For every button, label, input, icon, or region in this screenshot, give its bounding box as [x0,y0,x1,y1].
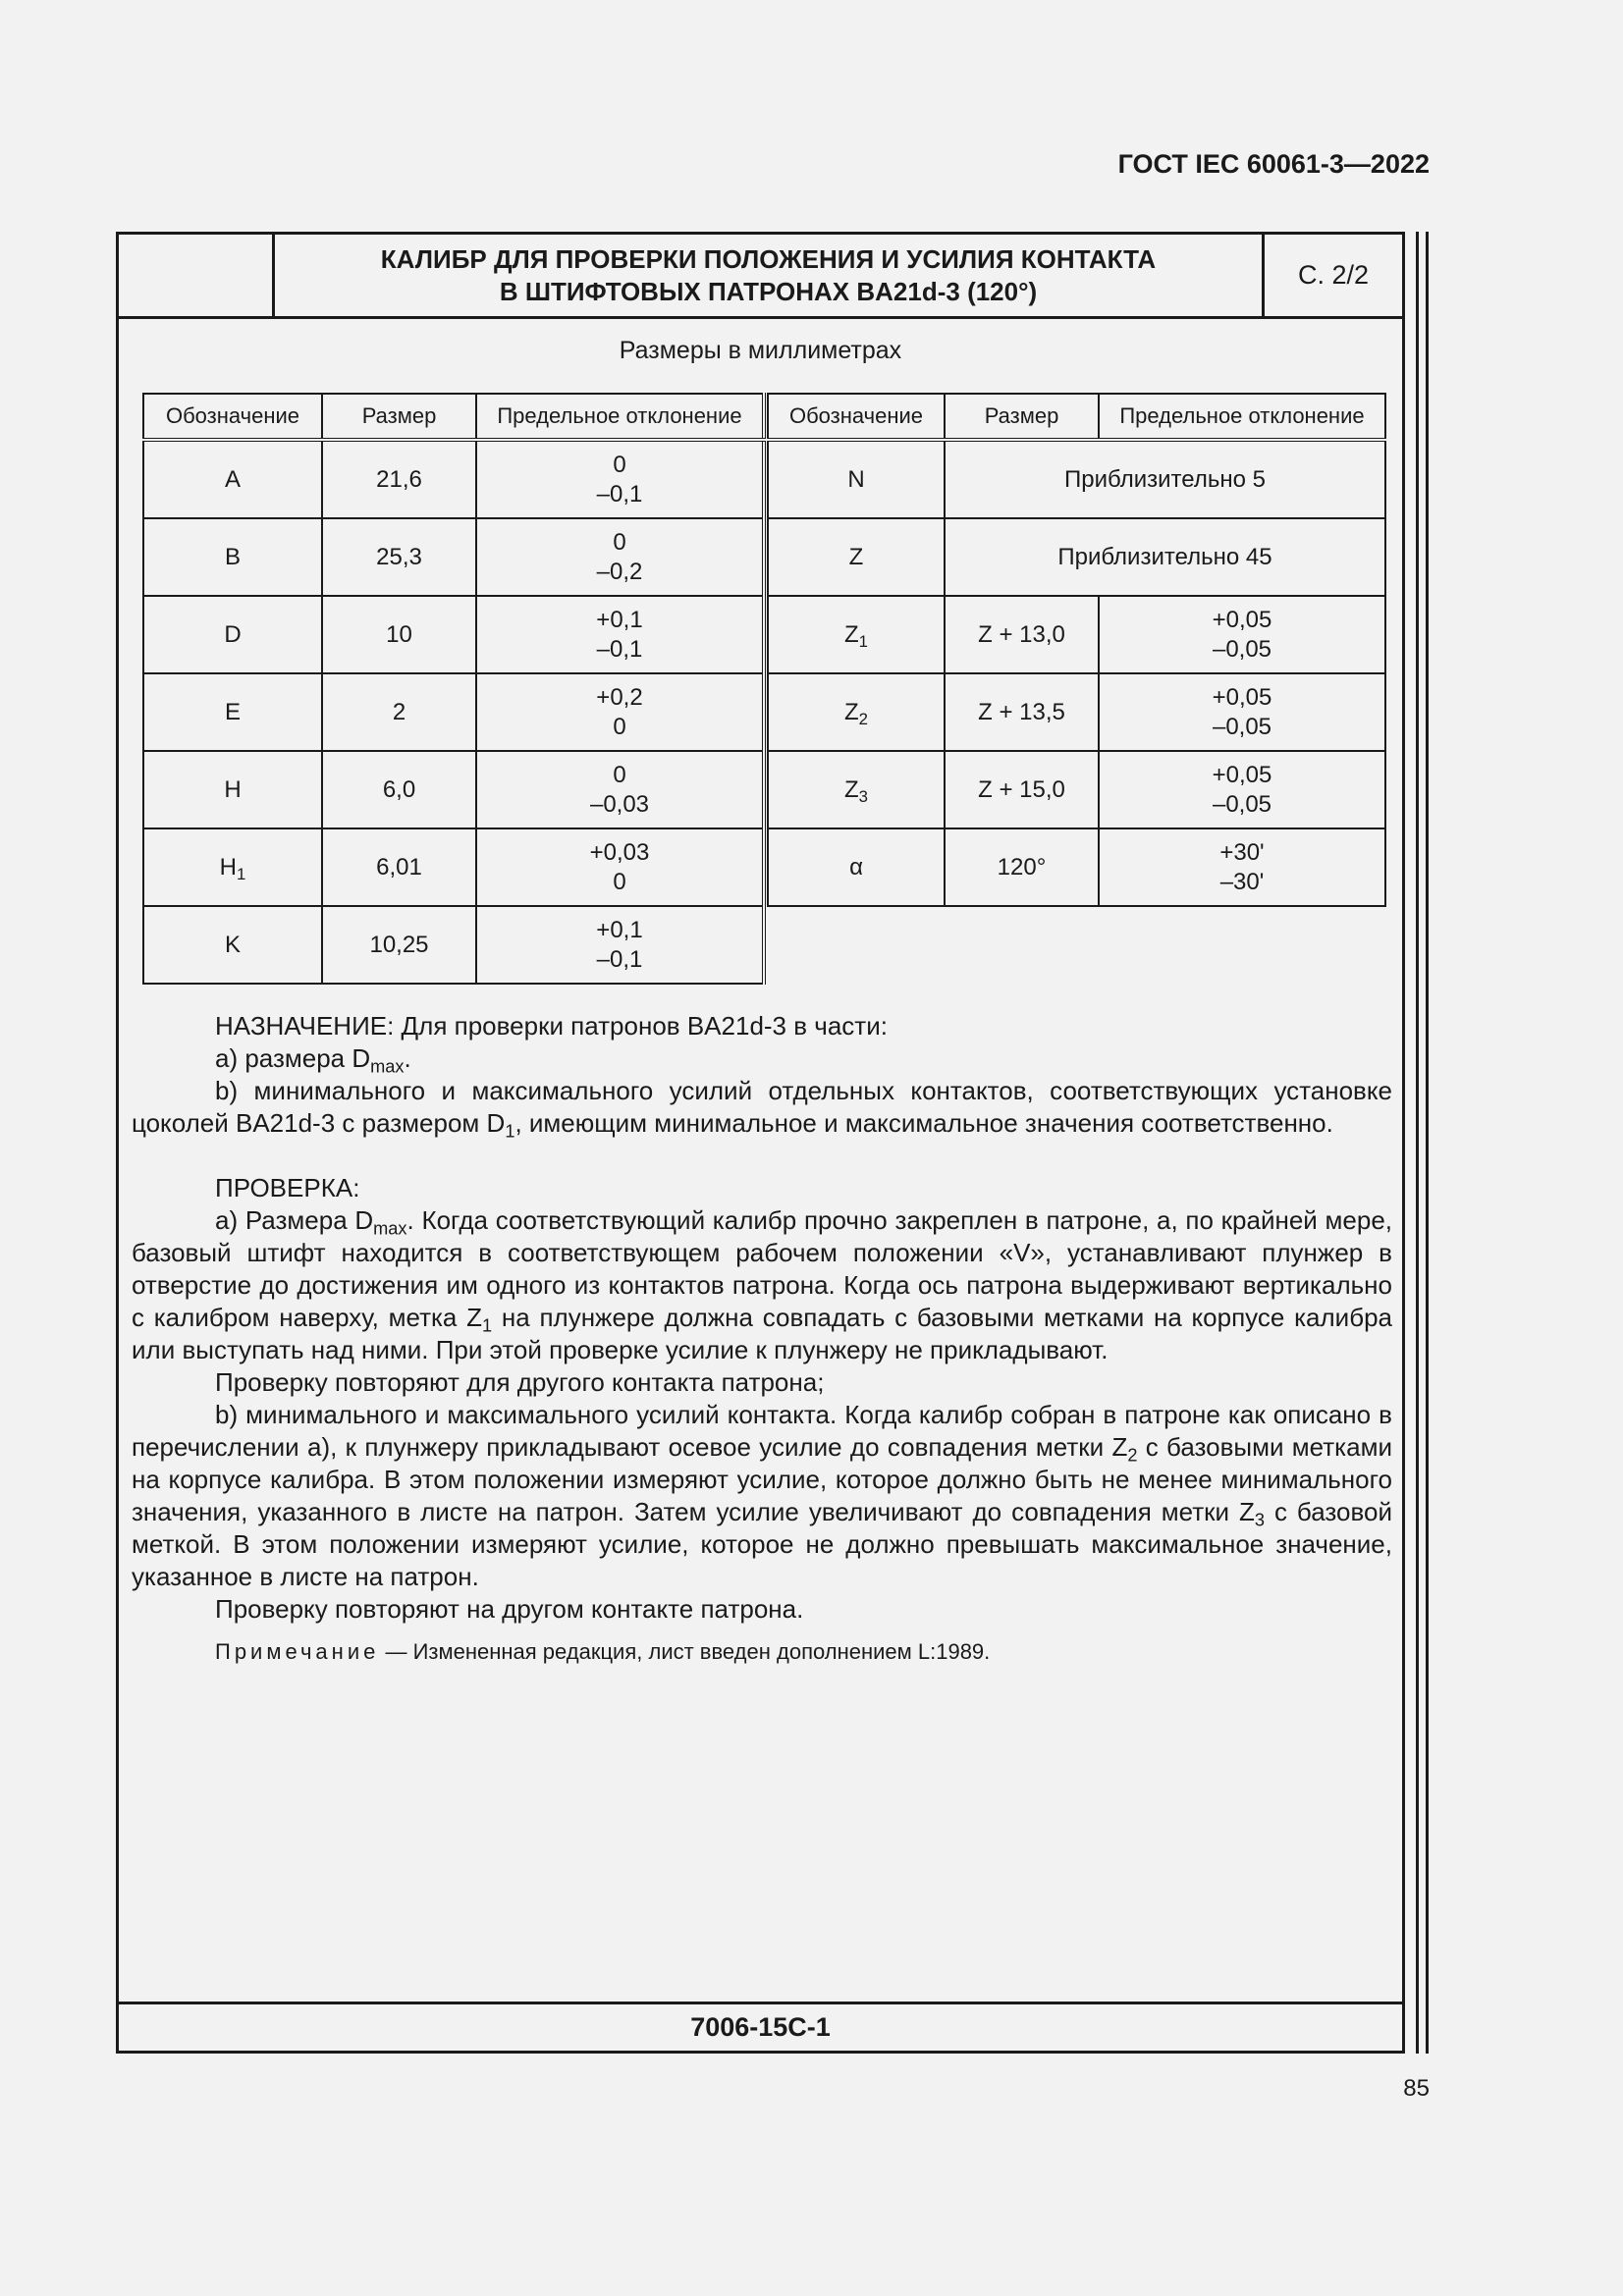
cell-size: Z + 13,0 [945,596,1099,673]
cell-size: 25,3 [322,518,476,596]
cell-size: 21,6 [322,440,476,518]
cell-designation: $H_1$ [143,828,322,906]
cell-size: 10,25 [322,906,476,984]
sheet-page-label: С. 2/2 [1297,260,1370,290]
col-header-designation: Обозначение [768,394,945,440]
purpose-item-a: а) размера $D_{max}$. [215,1043,411,1077]
table-row [143,518,764,596]
purpose-item-b: b) минимального и максимального усилий отдельных контактов, соответствующих установке цоколей BA21d-3 с размером $D_1$, имеющим минимальное и максимальное значения соответственно. [132,1076,1392,1142]
cell-deviation: +0,05 –0,05 [1099,751,1385,828]
table-row [143,440,764,518]
margin-rule [1426,232,1429,2054]
page-number: 85 [1403,2075,1430,2102]
title-line-1: КАЛИБР ДЛЯ ПРОВЕРКИ ПОЛОЖЕНИЯ И УСИЛИЯ КОНТАКТА [380,243,1157,274]
cell-deviation: +0,1 –0,1 [476,906,764,984]
body-text [132,1010,1392,1668]
check-heading: ПРОВЕРКА: [215,1173,360,1202]
col-header-deviation: Предельное отклонение [476,394,764,440]
cell-size: 6,0 [322,751,476,828]
purpose-heading: НАЗНАЧЕНИЕ: Для проверки патронов BA21d-3 в части: [215,1011,888,1041]
cell-designation: $Z_1$ [768,596,945,673]
table-row [768,828,1385,906]
cell-size: 2 [322,673,476,751]
cell-size: 6,01 [322,828,476,906]
col-header-designation: Обозначение [143,394,322,440]
dimensions-table-right [767,393,1386,907]
table-row [768,596,1385,673]
cell-designation: N [768,440,945,518]
cell-deviation: +0,05 –0,05 [1099,673,1385,751]
sheet-title [275,235,1265,316]
sheet-footer-code: 7006-15C-1 [119,2002,1402,2051]
check-repeat-2: Проверку повторяют на другом контакте патрона. [215,1594,804,1624]
cell-designation: A [143,440,322,518]
cell-size: Z + 13,5 [945,673,1099,751]
col-header-size: Размер [945,394,1099,440]
table-row [768,673,1385,751]
cell-deviation: +0,03 0 [476,828,764,906]
cell-size: Z + 15,0 [945,751,1099,828]
check-item-a: а) Размера $D_{max}$. Когда соответствующий калибр прочно закреплен в патроне, а, по крайней мере, базовый штифт находится в соответствующем рабочем положении «V», устанавливают плунжер в отверстие до достижения им одного из контактов патрона. Когда ось патрона выдерживают вертикально с калибром наверху, метка $Z_1$ на плунжере должна совпадать с базовыми метками на корпусе калибра или выступать над ними. При этой проверке усилие к плунжеру не прикладывают. [132,1205,1393,1364]
cell-size: 120° [945,828,1099,906]
sheet-header [119,235,1402,319]
table-row [143,673,764,751]
cell-deviation: 0 –0,1 [476,440,764,518]
margin-rule [1416,232,1419,2054]
title-line-2: В ШТИФТОВЫХ ПАТРОНАХ BA21d-3 (120°) [499,276,1038,306]
cell-deviation: +0,05 –0,05 [1099,596,1385,673]
table-row [143,751,764,828]
cell-deviation: 0 –0,03 [476,751,764,828]
cell-designation: E [143,673,322,751]
cell-approx-value: Приблизительно 5 [945,440,1385,518]
table-row [143,828,764,906]
cell-designation: K [143,906,322,984]
cell-deviation: 0 –0,2 [476,518,764,596]
cell-designation: $Z_3$ [768,751,945,828]
table-row [143,596,764,673]
check-item-b: b) минимального и максимального усилий контакта. Когда калибр собран в патроне как описано в перечислении а), к плунжеру прикладывают осевое усилие до совпадения метки $Z_2$ с базовыми метками на корпусе калибра. В этом положении измеряют усилие, которое должно быть не менее минимального значения, указанного в листе на патрон. Затем усилие увеличивают до совпадения метки $Z_3$ с базовой меткой. В этом положении измеряют усилие, которое не должно превышать максимальное значение, указанное в листе на патрон. [132,1400,1392,1591]
col-header-size: Размер [322,394,476,440]
cell-designation: $Z_2$ [768,673,945,751]
units-caption: Размеры в миллиметрах [619,337,902,364]
cell-size: 10 [322,596,476,673]
header-blank-cell [119,235,275,316]
cell-deviation: +0,2 0 [476,673,764,751]
cell-deviation: +30' –30' [1099,828,1385,906]
cell-designation: B [143,518,322,596]
col-header-deviation: Предельное отклонение [1099,394,1385,440]
cell-designation: Z [768,518,945,596]
cell-deviation: +0,1 –0,1 [476,596,764,673]
table-row [768,518,1385,596]
cell-designation: α [768,828,945,906]
sheet-frame [116,232,1405,2054]
cell-designation: H [143,751,322,828]
standard-number: ГОСТ IEC 60061-3—2022 [1117,149,1430,179]
cell-designation: D [143,596,322,673]
table-row [768,751,1385,828]
dimensions-table-left [142,393,766,985]
note: Примечание — Измененная редакция, лист введен дополнением L:1989. [215,1639,991,1664]
check-repeat-1: Проверку повторяют для другого контакта патрона; [215,1367,825,1397]
table-row [143,906,764,984]
table-row [768,440,1385,518]
cell-approx-value: Приблизительно 45 [945,518,1385,596]
